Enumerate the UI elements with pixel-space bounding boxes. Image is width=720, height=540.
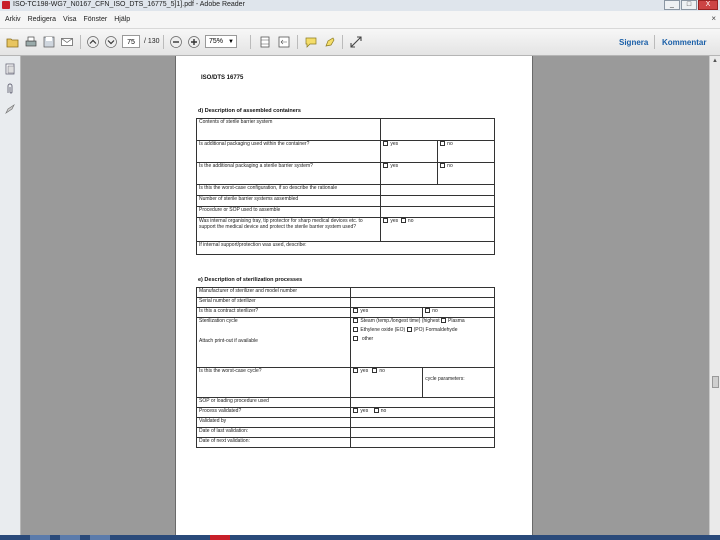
toolbar xyxy=(0,29,720,56)
toolbar-separator xyxy=(250,35,251,49)
checkbox[interactable] xyxy=(440,141,445,146)
checkbox[interactable] xyxy=(353,308,358,313)
signature-icon[interactable] xyxy=(4,102,16,114)
row-label: Validated by xyxy=(197,418,351,428)
page-number-input[interactable]: 75 xyxy=(122,35,140,48)
answer-cell[interactable] xyxy=(351,398,495,408)
answer-cell[interactable] xyxy=(351,298,495,308)
table-row xyxy=(197,428,495,438)
menu-close-icon[interactable]: × xyxy=(711,14,716,23)
section-d-title: d) Description of assembled containers xyxy=(198,108,301,114)
option-label: (PO) xyxy=(413,327,425,333)
checkbox[interactable] xyxy=(353,408,358,413)
window-controls xyxy=(663,0,718,11)
option-label: no xyxy=(379,368,385,374)
scroll-up-icon[interactable]: ▲ xyxy=(712,58,718,64)
option-label: yes xyxy=(360,308,369,314)
highlight-icon[interactable] xyxy=(323,35,337,49)
menu-hjalp[interactable]: Hjälp xyxy=(114,16,131,23)
taskbar-item[interactable] xyxy=(30,535,50,540)
attachments-icon[interactable] xyxy=(4,82,16,94)
answer-cell[interactable] xyxy=(381,185,495,196)
row-label: If internal support/protection was used, describe: xyxy=(197,242,495,255)
window-title: ISO-TC198-WG7_N0167_CFN_ISO_DTS_16775_5]1].pdf - Adobe Reader xyxy=(13,1,245,8)
zoom-out-icon[interactable] xyxy=(169,35,183,49)
validated-options[interactable] xyxy=(351,408,495,418)
toolbar-separator xyxy=(80,35,81,49)
option-label: Steam (temp./longest time) xyxy=(360,318,421,324)
answer-cell[interactable] xyxy=(381,207,495,218)
yes-option[interactable] xyxy=(381,163,438,185)
table-row xyxy=(197,438,495,448)
checkbox[interactable] xyxy=(353,327,358,332)
table-row xyxy=(197,141,495,163)
cycle-parameters-label: cycle parameters: xyxy=(425,376,465,382)
table-row xyxy=(197,185,495,196)
answer-cell[interactable] xyxy=(351,428,495,438)
option-label: Plasma xyxy=(448,318,465,324)
fit-width-icon[interactable] xyxy=(277,35,291,49)
menu-redigera[interactable]: Redigera xyxy=(27,16,56,23)
minimize-button[interactable]: _ xyxy=(664,0,680,10)
table-row xyxy=(197,368,495,398)
yes-option[interactable] xyxy=(351,308,423,318)
table-row xyxy=(197,288,495,298)
checkbox[interactable] xyxy=(440,163,445,168)
email-icon[interactable] xyxy=(60,35,74,49)
row-label: Was internal organising tray, tip protector for sharp medical devices etc. to support the medical device and protect the sterile barrier system used? xyxy=(197,218,381,242)
prev-page-icon[interactable] xyxy=(86,35,100,49)
option-label: no xyxy=(380,408,387,414)
answer-cell[interactable] xyxy=(381,196,495,207)
vertical-scrollbar[interactable] xyxy=(709,56,720,540)
row-label: Is this a contract sterilizer? xyxy=(197,308,351,318)
menu-bar xyxy=(0,11,720,29)
checkbox[interactable] xyxy=(383,141,388,146)
sterilization-processes-table xyxy=(196,287,495,448)
row-label: Procedure or SOP used to assemble xyxy=(197,207,381,218)
document-header: ISO/DTS 16775 xyxy=(201,75,244,81)
table-row xyxy=(197,308,495,318)
table-row xyxy=(197,318,495,368)
no-option[interactable] xyxy=(438,141,495,163)
option-label: yes xyxy=(390,163,399,169)
toolbar-separator xyxy=(297,35,298,49)
option-label: yes xyxy=(390,141,399,147)
expand-icon[interactable] xyxy=(349,35,363,49)
option-label: (highest xyxy=(421,318,440,324)
table-row xyxy=(197,398,495,408)
option-label: other xyxy=(361,336,374,342)
fit-page-icon[interactable] xyxy=(258,35,272,49)
maximize-button[interactable]: □ xyxy=(681,0,697,10)
row-label: Manufacturer of sterilizer and model number xyxy=(197,288,351,298)
table-row xyxy=(197,218,495,242)
answer-cell[interactable] xyxy=(351,418,495,428)
comment-panel-button[interactable]: Kommentar xyxy=(662,38,707,47)
option-label: no xyxy=(447,141,453,147)
table-row xyxy=(197,418,495,428)
row-label: Attach print-out if available xyxy=(199,338,258,344)
adobe-reader-icon xyxy=(2,1,10,9)
yes-no-options[interactable] xyxy=(381,218,495,242)
zoom-select[interactable] xyxy=(205,35,237,48)
no-option[interactable] xyxy=(438,163,495,185)
assembled-containers-table xyxy=(196,118,495,255)
table-row xyxy=(197,207,495,218)
row-label: Is additional packaging used within the container? xyxy=(197,141,381,163)
comment-icon[interactable] xyxy=(304,35,318,49)
table-row xyxy=(197,119,495,141)
row-label: Is this the worst-case cycle? xyxy=(197,368,351,398)
option-label: no xyxy=(432,308,438,314)
row-label: Date of last validation: xyxy=(197,428,351,438)
navigation-panel xyxy=(0,56,21,540)
cycle-label-cell xyxy=(197,318,351,368)
row-label: Is the additional packaging a sterile barrier system? xyxy=(197,163,381,185)
section-e-title: e) Description of sterilization processes xyxy=(198,277,303,283)
checkbox[interactable] xyxy=(372,368,377,373)
option-label: yes xyxy=(360,368,369,374)
pdf-page xyxy=(175,56,533,540)
toolbar-separator xyxy=(163,35,164,49)
row-label: Serial number of sterilizer xyxy=(197,298,351,308)
option-label: Formaldehyde xyxy=(425,327,458,333)
checkbox[interactable] xyxy=(401,218,406,223)
option-label: no xyxy=(447,163,453,169)
option-label: no xyxy=(407,218,414,224)
sign-button[interactable]: Signera xyxy=(619,38,649,47)
taskbar-item-adobe-reader[interactable] xyxy=(210,535,230,540)
checkbox[interactable] xyxy=(374,408,379,413)
answer-cell[interactable] xyxy=(381,119,495,141)
zoom-value: 75% xyxy=(209,38,224,45)
checkbox[interactable] xyxy=(353,368,358,373)
row-label: Date of next validation: xyxy=(197,438,351,448)
checkbox[interactable] xyxy=(353,336,358,341)
worst-case-options[interactable] xyxy=(351,368,423,398)
option-label: Ethylene oxide (EO) xyxy=(360,327,406,333)
menu-fonster[interactable]: Fönster xyxy=(83,16,108,23)
no-option[interactable] xyxy=(423,308,495,318)
table-row xyxy=(197,408,495,418)
toolbar-separator xyxy=(342,35,343,49)
checkbox[interactable] xyxy=(425,308,430,313)
print-icon[interactable] xyxy=(24,35,38,49)
yes-option[interactable] xyxy=(381,141,438,163)
save-icon[interactable] xyxy=(42,35,56,49)
checkbox[interactable] xyxy=(441,318,446,323)
table-row xyxy=(197,298,495,308)
menu-visa[interactable]: Visa xyxy=(62,16,77,23)
table-row xyxy=(197,196,495,207)
row-label: Sterilization cycle xyxy=(199,318,238,324)
answer-cell[interactable] xyxy=(351,438,495,448)
option-label: yes xyxy=(390,218,399,224)
row-label: Number of sterile barrier systems assembled xyxy=(197,196,381,207)
row-label: Is this the worst-case configuration, if so describe the rationale xyxy=(197,185,381,196)
cycle-parameters-cell[interactable] xyxy=(423,368,495,398)
row-label: Contents of sterile barrier system xyxy=(197,119,381,141)
taskbar-item[interactable] xyxy=(90,535,110,540)
next-page-icon[interactable] xyxy=(104,35,118,49)
close-button[interactable]: X xyxy=(698,0,718,10)
checkbox[interactable] xyxy=(407,327,412,332)
answer-cell[interactable] xyxy=(351,288,495,298)
page-count: / 130 xyxy=(144,38,160,45)
taskbar-item[interactable] xyxy=(60,535,80,540)
checkbox[interactable] xyxy=(383,163,388,168)
table-row xyxy=(197,163,495,185)
menu-arkiv[interactable]: Arkiv xyxy=(5,16,21,23)
checkbox[interactable] xyxy=(353,318,358,323)
open-icon[interactable] xyxy=(6,35,20,49)
zoom-in-icon[interactable] xyxy=(187,35,201,49)
option-label: yes xyxy=(360,408,369,414)
pages-panel-icon[interactable] xyxy=(4,62,16,74)
checkbox[interactable] xyxy=(383,218,388,223)
row-label: Process validated? xyxy=(197,408,351,418)
scroll-thumb[interactable] xyxy=(712,376,719,388)
row-label: SOP or loading procedure used xyxy=(197,398,351,408)
table-row xyxy=(197,242,495,255)
chevron-down-icon: ▼ xyxy=(228,39,234,45)
toolbar-separator xyxy=(654,35,655,49)
cycle-options[interactable] xyxy=(351,318,495,368)
